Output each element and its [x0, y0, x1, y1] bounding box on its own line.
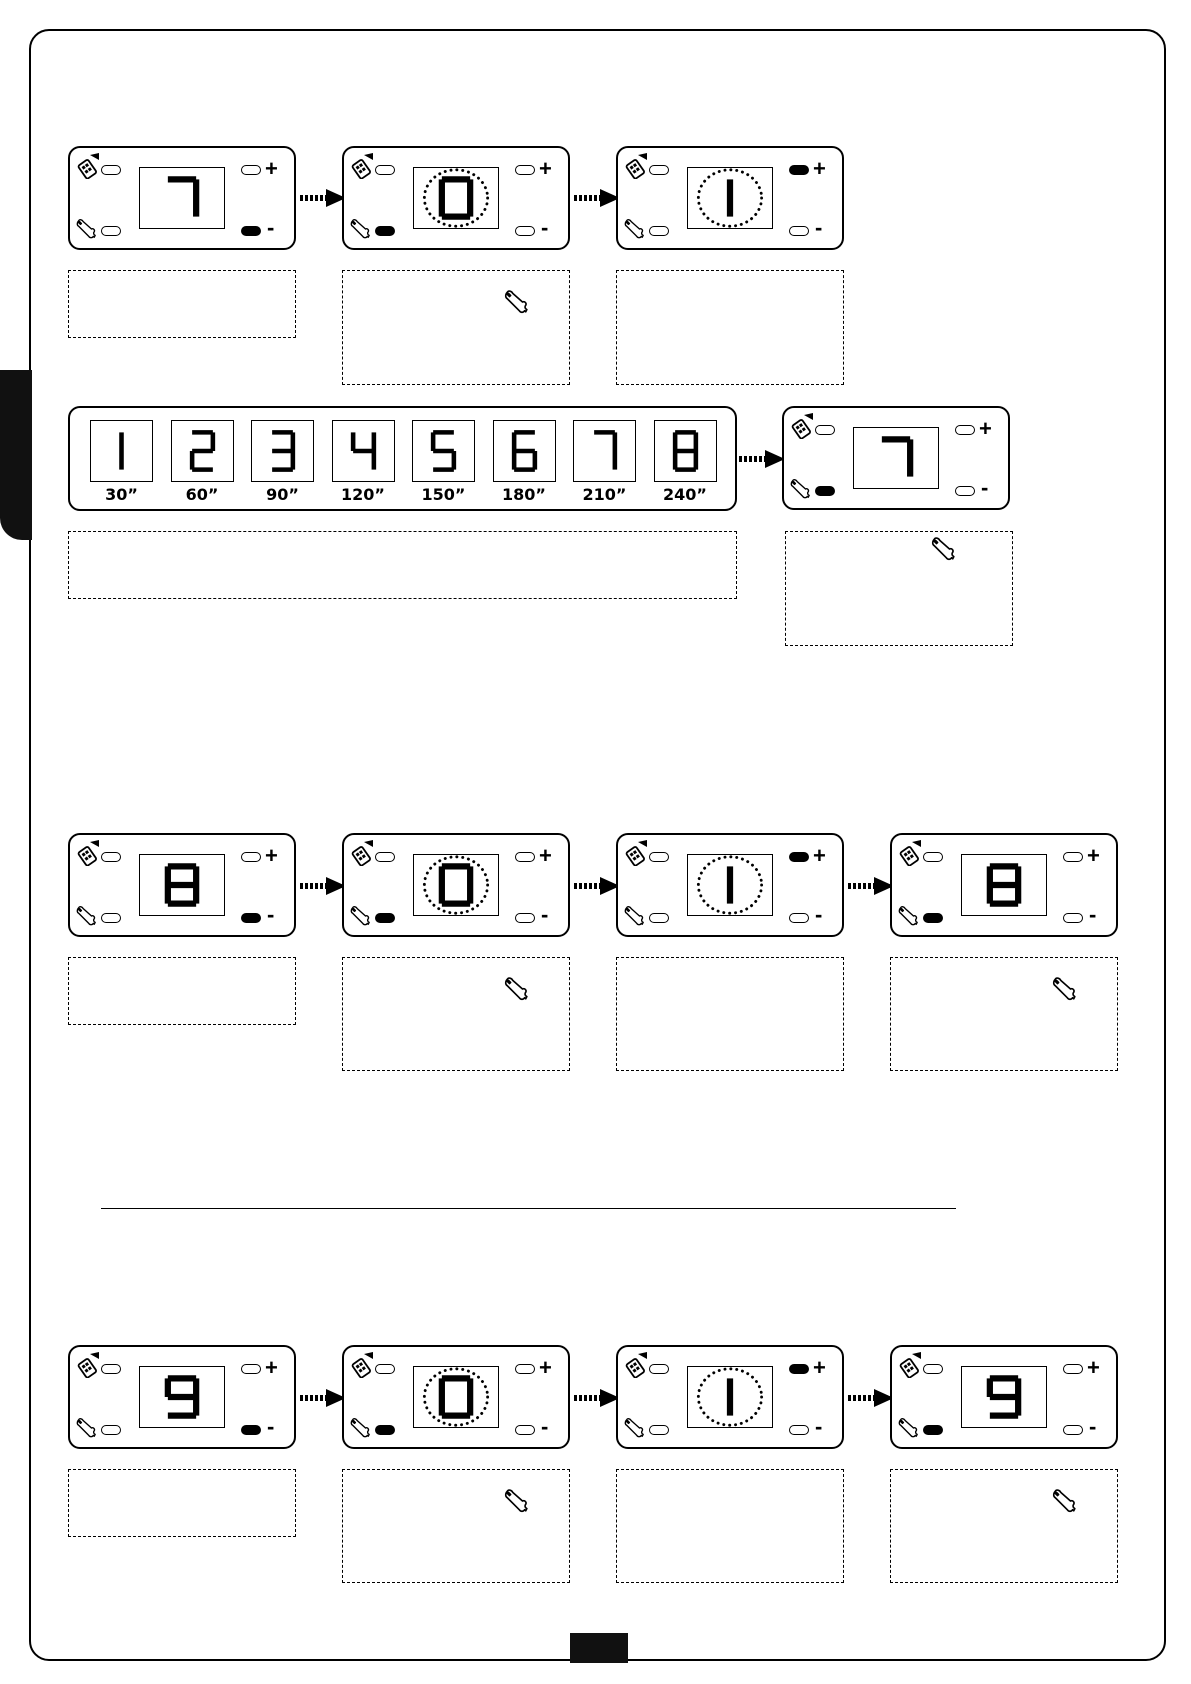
time-option-label: 120”: [341, 485, 385, 504]
remote-control-icon: [895, 838, 923, 866]
minus-sign: -: [267, 902, 275, 927]
setup-led: [375, 913, 395, 923]
digit-0: [414, 168, 498, 228]
plus-sign: +: [1087, 1355, 1100, 1380]
setup-led: [649, 226, 669, 236]
plus-led: [789, 165, 809, 175]
time-option-label: 180”: [502, 485, 546, 504]
display-panel: [782, 406, 1010, 510]
minus-sign: -: [1089, 1414, 1097, 1439]
plus-sign: +: [539, 156, 552, 181]
minus-sign: -: [981, 475, 989, 500]
remote-led: [649, 1364, 669, 1374]
minus-sign: -: [815, 1414, 823, 1439]
display-panel: [890, 1345, 1118, 1449]
minus-sign: -: [541, 215, 549, 240]
note-box: [68, 270, 296, 338]
wrench-icon: [75, 905, 97, 927]
plus-led: [955, 425, 975, 435]
note-box: [616, 270, 844, 385]
time-option-8: [654, 420, 717, 482]
digit-1: [688, 168, 772, 228]
wrench-icon: [349, 905, 371, 927]
plus-sign: +: [813, 1355, 826, 1380]
time-option-label: 60”: [185, 485, 219, 504]
side-tab: [0, 370, 32, 540]
digit-2: [172, 421, 233, 481]
setup-led: [101, 226, 121, 236]
setup-led: [923, 913, 943, 923]
plus-led: [241, 1364, 261, 1374]
wrench-icon: [1051, 1488, 1077, 1514]
time-option-4: [332, 420, 395, 482]
plus-led: [1063, 852, 1083, 862]
digit-display: [413, 1366, 499, 1428]
wrench-icon: [503, 1488, 529, 1514]
wrench-icon: [349, 218, 371, 240]
time-option-6: [493, 420, 556, 482]
digit-0: [414, 1367, 498, 1427]
wrench-icon: [930, 536, 956, 562]
plus-sign: +: [265, 156, 278, 181]
note-box: [342, 270, 570, 385]
note-box: [890, 957, 1118, 1071]
time-option-label: 30”: [105, 485, 138, 504]
setup-led: [101, 913, 121, 923]
digit-8: [140, 855, 224, 915]
note-box: [342, 957, 570, 1071]
digit-display: [961, 854, 1047, 916]
digit-9: [962, 1367, 1046, 1427]
remote-control-icon: [347, 151, 375, 179]
digit-display: [139, 854, 225, 916]
plus-led: [515, 852, 535, 862]
remote-led: [101, 165, 121, 175]
minus-led: [789, 913, 809, 923]
note-box: [68, 531, 737, 599]
wrench-icon: [1051, 976, 1077, 1002]
digit-4: [333, 421, 394, 481]
digit-7: [574, 421, 635, 481]
minus-led: [1063, 913, 1083, 923]
digit-display: [413, 167, 499, 229]
display-panel: [342, 146, 570, 250]
wrench-icon: [789, 478, 811, 500]
minus-led: [1063, 1425, 1083, 1435]
arrow-right-icon: [848, 1388, 896, 1408]
remote-control-icon: [73, 1350, 101, 1378]
wrench-icon: [897, 1417, 919, 1439]
display-panel: [890, 833, 1118, 937]
minus-led: [515, 913, 535, 923]
wrench-icon: [623, 218, 645, 240]
plus-sign: +: [539, 843, 552, 868]
remote-control-icon: [621, 838, 649, 866]
minus-led: [789, 1425, 809, 1435]
wrench-icon: [349, 1417, 371, 1439]
setup-led: [375, 1425, 395, 1435]
remote-led: [375, 852, 395, 862]
plus-sign: +: [979, 416, 992, 441]
setup-led: [649, 1425, 669, 1435]
setup-led: [923, 1425, 943, 1435]
display-panel: [68, 833, 296, 937]
plus-sign: +: [1087, 843, 1100, 868]
plus-led: [515, 1364, 535, 1374]
minus-sign: -: [541, 902, 549, 927]
note-box: [342, 1469, 570, 1583]
minus-led: [241, 1425, 261, 1435]
remote-control-icon: [621, 151, 649, 179]
remote-led: [923, 1364, 943, 1374]
digit-display: [961, 1366, 1047, 1428]
digit-1: [91, 421, 152, 481]
setup-led: [649, 913, 669, 923]
remote-led: [375, 165, 395, 175]
minus-led: [515, 226, 535, 236]
digit-7: [854, 428, 938, 488]
remote-led: [815, 425, 835, 435]
time-option-label: 90”: [266, 485, 299, 504]
remote-led: [101, 1364, 121, 1374]
time-option-7: [573, 420, 636, 482]
display-panel: [68, 146, 296, 250]
setup-led: [101, 1425, 121, 1435]
separator-line: [101, 1208, 956, 1209]
digit-display: [687, 167, 773, 229]
plus-led: [1063, 1364, 1083, 1374]
display-panel: [616, 146, 844, 250]
time-option-2: [171, 420, 234, 482]
plus-led: [241, 852, 261, 862]
time-options-strip: [68, 406, 737, 511]
display-panel: [616, 833, 844, 937]
display-panel: [342, 1345, 570, 1449]
note-box: [68, 957, 296, 1025]
wrench-icon: [75, 218, 97, 240]
note-box: [890, 1469, 1118, 1583]
arrow-right-icon: [574, 1388, 622, 1408]
minus-led: [789, 226, 809, 236]
remote-led: [649, 165, 669, 175]
time-option-label: 210”: [582, 485, 627, 504]
setup-led: [815, 486, 835, 496]
digit-9: [140, 1367, 224, 1427]
minus-led: [241, 226, 261, 236]
plus-led: [515, 165, 535, 175]
digit-display: [413, 854, 499, 916]
remote-led: [101, 852, 121, 862]
plus-sign: +: [813, 843, 826, 868]
page-number-block: [570, 1633, 628, 1663]
digit-display: [139, 167, 225, 229]
minus-sign: -: [815, 215, 823, 240]
remote-led: [923, 852, 943, 862]
digit-3: [252, 421, 313, 481]
plus-sign: +: [539, 1355, 552, 1380]
time-option-label: 150”: [421, 485, 466, 504]
digit-display: [853, 427, 939, 489]
wrench-icon: [75, 1417, 97, 1439]
minus-sign: -: [1089, 902, 1097, 927]
wrench-icon: [503, 289, 529, 315]
digit-6: [494, 421, 555, 481]
plus-led: [241, 165, 261, 175]
minus-sign: -: [267, 215, 275, 240]
arrow-right-icon: [739, 449, 787, 469]
wrench-icon: [503, 976, 529, 1002]
remote-control-icon: [787, 411, 815, 439]
digit-0: [414, 855, 498, 915]
arrow-right-icon: [300, 876, 348, 896]
remote-control-icon: [347, 838, 375, 866]
wrench-icon: [623, 1417, 645, 1439]
minus-sign: -: [267, 1414, 275, 1439]
time-option-1: [90, 420, 153, 482]
setup-led: [375, 226, 395, 236]
digit-display: [139, 1366, 225, 1428]
plus-sign: +: [813, 156, 826, 181]
remote-control-icon: [73, 151, 101, 179]
arrow-right-icon: [574, 876, 622, 896]
plus-sign: +: [265, 1355, 278, 1380]
note-box: [785, 531, 1013, 646]
digit-display: [687, 854, 773, 916]
digit-5: [413, 421, 474, 481]
arrow-right-icon: [300, 1388, 348, 1408]
digit-7: [140, 168, 224, 228]
plus-sign: +: [265, 843, 278, 868]
note-box: [616, 1469, 844, 1583]
remote-led: [649, 852, 669, 862]
digit-1: [688, 855, 772, 915]
note-box: [616, 957, 844, 1071]
time-option-label: 240”: [663, 485, 707, 504]
remote-control-icon: [621, 1350, 649, 1378]
minus-sign: -: [815, 902, 823, 927]
minus-sign: -: [541, 1414, 549, 1439]
arrow-right-icon: [300, 188, 348, 208]
digit-1: [688, 1367, 772, 1427]
minus-led: [241, 913, 261, 923]
wrench-icon: [623, 905, 645, 927]
wrench-icon: [897, 905, 919, 927]
digit-display: [687, 1366, 773, 1428]
remote-led: [375, 1364, 395, 1374]
remote-control-icon: [347, 1350, 375, 1378]
display-panel: [68, 1345, 296, 1449]
remote-control-icon: [73, 838, 101, 866]
digit-8: [655, 421, 716, 481]
digit-8: [962, 855, 1046, 915]
arrow-right-icon: [574, 188, 622, 208]
time-option-3: [251, 420, 314, 482]
time-option-5: [412, 420, 475, 482]
plus-led: [789, 852, 809, 862]
display-panel: [616, 1345, 844, 1449]
arrow-right-icon: [848, 876, 896, 896]
remote-control-icon: [895, 1350, 923, 1378]
note-box: [68, 1469, 296, 1537]
display-panel: [342, 833, 570, 937]
plus-led: [789, 1364, 809, 1374]
minus-led: [515, 1425, 535, 1435]
minus-led: [955, 486, 975, 496]
